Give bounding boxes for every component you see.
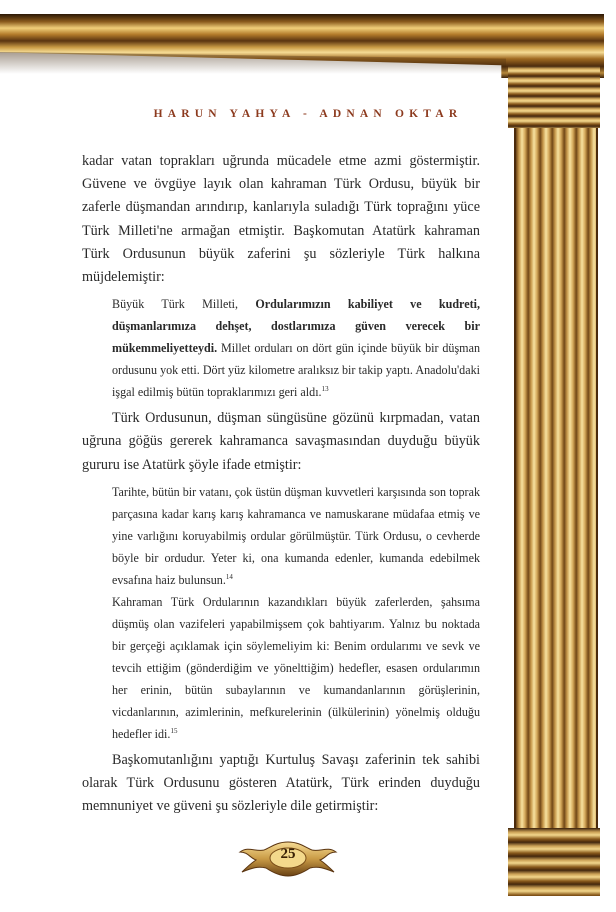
quote-3	[112, 591, 480, 745]
paragraph-3: Başkomutanlığını yaptığı Kurtuluş Savaşı zaferinin tek sahibi olarak Türk Ordusunu gösteren Atatürk, Türk erinden duyduğu memnuniyet ve güveni şu sözleriyle dile getirmiştir:	[82, 751, 480, 815]
decorative-column	[508, 66, 600, 896]
column-shaft	[514, 128, 598, 828]
running-header	[0, 108, 616, 120]
footnote-ref-15: 15	[170, 726, 178, 735]
quote-2-text: Tarihte, bütün bir vatanı, çok üstün düşman kuvvetleri karşısında son toprak parçasına kadar karış karış kahramanca ve namuskarane müdafaa etmiş ve yine varlığını koruyabilmiş ordular görülmüştür. Türk Ordusu, o cevherde böyle bir ordudur. Yeter ki, ona kumanda edenler, kumanda edebilmek evsafına haiz bulunsun.	[112, 484, 480, 587]
paragraph-2: Türk Ordusunun, düşman süngüsüne gözünü kırpmadan, vatan uğruna göğüs gererek kahramanca savaşmasından duyduğu büyük gururu ise Atatürk şöyle ifade etmiştir:	[82, 410, 480, 473]
paragraph-1: kadar vatan toprakları uğrunda mücadele etme azmi göstermiştir. Güvene ve övgüye layık olan kahraman Türk Ordusu, büyük bir zaferle düşmandan arındırıp, kanlarıyla suladığı Türk toprağını yüce Türk Milleti'ne armağan etmiştir. Başkomutan Atatürk kahraman Türk Ordusunun büyük zaferini şu sözleriyle Türk halkına müjdelemiştir:	[82, 153, 480, 286]
running-header-title: HARUN YAHYA - ADNAN OKTAR	[153, 108, 463, 120]
page-number: 25	[280, 846, 296, 862]
quote-1-rest: Millet orduları on dört gün içinde büyük bir düşman ordusunu yok etti. Dört yüz kilometre aralıksız bir takip yaptı. Anadolu'daki işgal edilmiş bütün topraklarımızı geri aldı.	[112, 341, 480, 400]
quote-1	[112, 293, 480, 403]
footnote-ref-13: 13	[321, 385, 329, 394]
quote-3-text: Kahraman Türk Ordularının kazandıkları büyük zaferlerden, şahsıma düşmüş olan vazifeleri yapabilmişsem çok bahtiyarım. Yalnız bu noktada bir gerçeği açıklamak için söylemeliyim ki: Benim ordularımı ve sevk ve tevcih ettiğim (gönderdiğim ve yönelttiğim) hedefler, esasen ordularımın her erinin, bütün subaylarının ve kumandanlarının görüşlerinin, vicdanlarının, azimlerinin, mefkurelerinin (ülkülerinin) yönelmiş olduğu hedefler idi.	[112, 594, 480, 741]
quote-1-bold: Ordularımızın kabiliyet ve kudreti, düşmanlarımıza dehşet, dostlarımıza güven verecek bir mükemmeliyetteydi.	[112, 297, 480, 356]
quote-1-lead: Büyük Türk Milleti,	[112, 297, 256, 312]
quote-2	[112, 481, 480, 591]
page-body	[82, 150, 480, 818]
column-base	[508, 828, 600, 896]
footnote-ref-14: 14	[225, 572, 233, 581]
